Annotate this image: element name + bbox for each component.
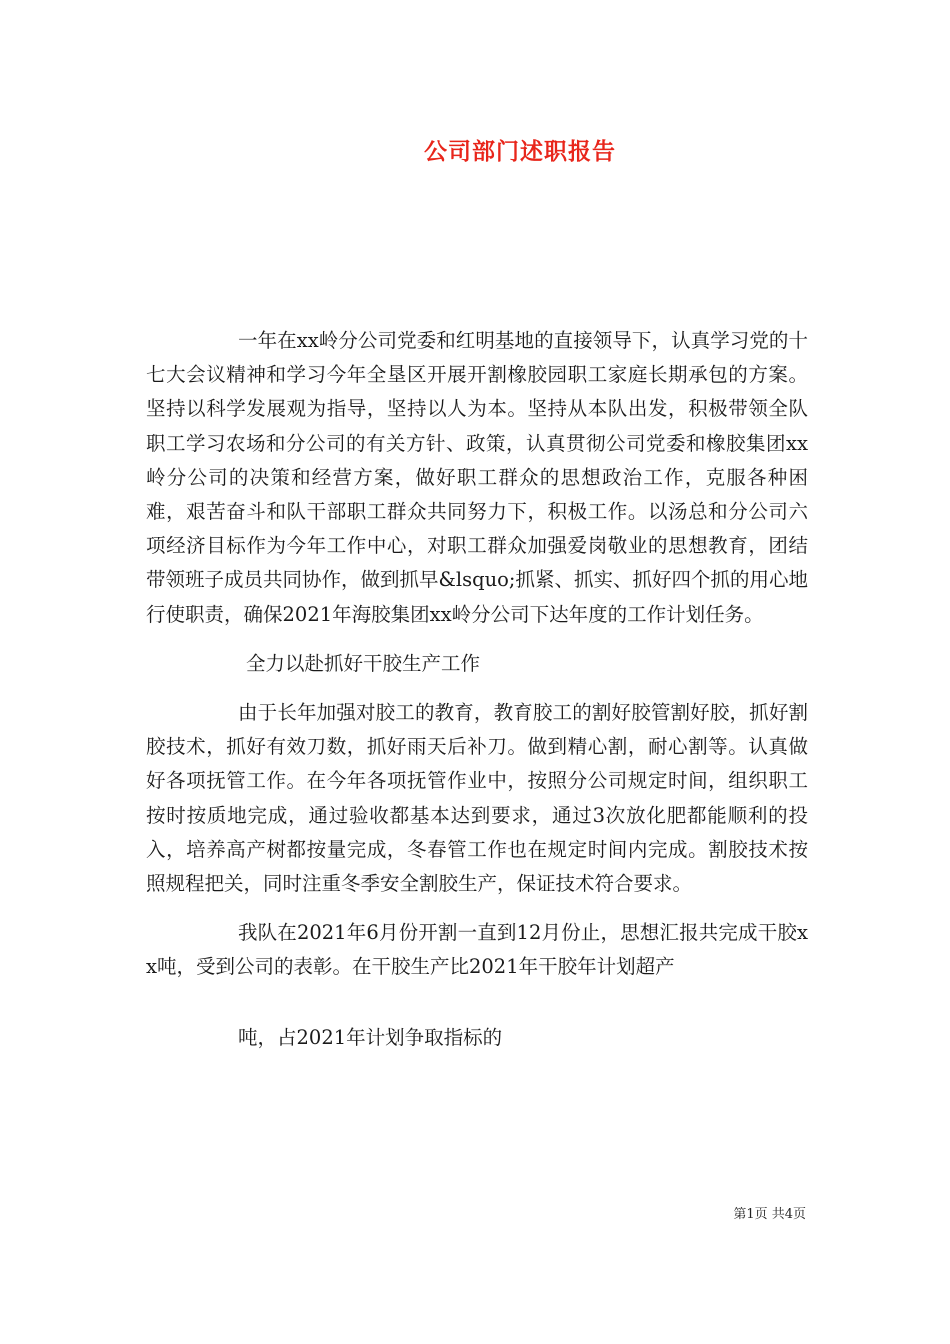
document-body [146,324,808,1055]
paragraph-production: 由于长年加强对胶工的教育，教育胶工的割好胶管割好胶，抓好割胶技术，抓好有效刀数，抓好雨天后补刀。做到精心割，耐心割等。认真做好各项抚管工作。在今年各项抚管作业中，按照分公司规定时间，组织职工按时按质地完成，通过验收都基本达到要求，通过3次放化肥都能顺利的投入，培养高产树都按量完成，冬春管工作也在规定时间内完成。割胶技术按照规程把关，同时注重冬季安全割胶生产，保证技术符合要求。 [146,701,808,896]
page-number-footer: 第1页 共4页 [733,1207,806,1222]
paragraph-output: 我队在2021年6月份开割一直到12月份止，思想汇报共完成干胶xx吨，受到公司的表彰。在干胶生产比2021年干胶年计划超产 [146,921,808,979]
paragraph-quota: 吨，占2021年计划争取指标的 [238,1025,503,1049]
paragraph-intro: 一年在xx岭分公司党委和红明基地的直接领导下，认真学习党的十七大会议精神和学习今年全垦区开展开割橡胶园职工家庭长期承包的方案。坚持以科学发展观为指导，坚持以人为本。坚持从本队出发，积极带领全队职工学习农场和分公司的有关方针、政策，认真贯彻公司党委和橡胶集团xx岭分公司的决策和经营方案，做好职工群众的思想政治工作，克服各种困难，艰苦奋斗和队干部职工群众共同努力下，积极工作。以汤总和分公司六项经济目标作为今年工作中心，对职工群众加强爱岗敬业的思想教育，团结带领班子成员共同协作，做到抓早&lsquo;抓紧、抓实、抓好四个抓的用心地行使职责，确保2021年海胶集团xx岭分公司下达年度的工作计划任务。 [146,329,808,626]
document-title: 公司部门述职报告 [424,138,616,165]
section-heading: 全力以赴抓好干胶生产工作 [246,651,481,675]
